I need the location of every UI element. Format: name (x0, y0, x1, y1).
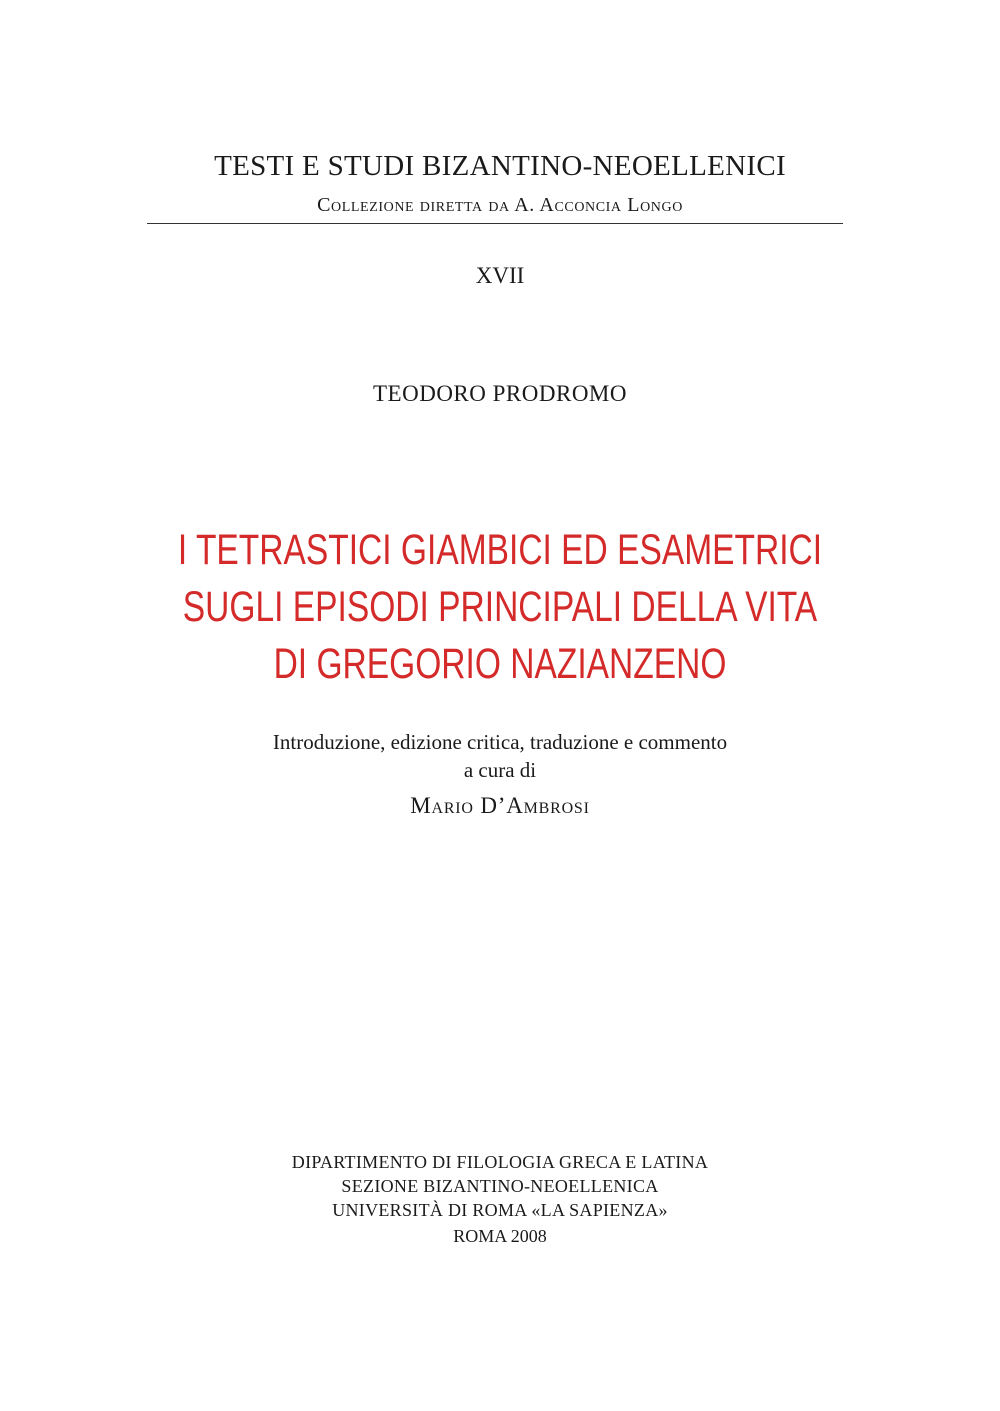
edited-by-label: a cura di (463, 758, 537, 782)
book-title-line: DI GREGORIO NAZIANZENO (273, 640, 727, 688)
editorial-note: Introduzione, edizione critica, traduzione e commento (272, 730, 728, 754)
publisher-line: DIPARTIMENTO DI FILOLOGIA GRECA E LATINA (291, 1152, 709, 1172)
publisher-block (0, 1150, 1000, 1222)
series-subtitle: Collezione diretta da A. Acconcia Longo (317, 194, 683, 216)
series-divider (147, 223, 843, 224)
book-title-line: SUGLI EPISODI PRINCIPALI DELLA VITA (182, 583, 818, 631)
place-year: ROMA 2008 (453, 1226, 547, 1246)
volume-number: XVII (475, 263, 525, 288)
editor-name: Mario D’Ambrosi (410, 793, 590, 818)
book-title (0, 522, 1000, 693)
publisher-line: SEZIONE BIZANTINO-NEOELLENICA (341, 1176, 659, 1196)
book-author: TEODORO PRODROMO (373, 381, 627, 406)
publisher-line: UNIVERSITÀ DI ROMA «LA SAPIENZA» (332, 1200, 668, 1220)
editorial-block (0, 728, 1000, 784)
series-title: TESTI E STUDI BIZANTINO-NEOELLENICI (214, 150, 786, 182)
book-title-line: I TETRASTICI GIAMBICI ED ESAMETRICI (177, 526, 823, 574)
